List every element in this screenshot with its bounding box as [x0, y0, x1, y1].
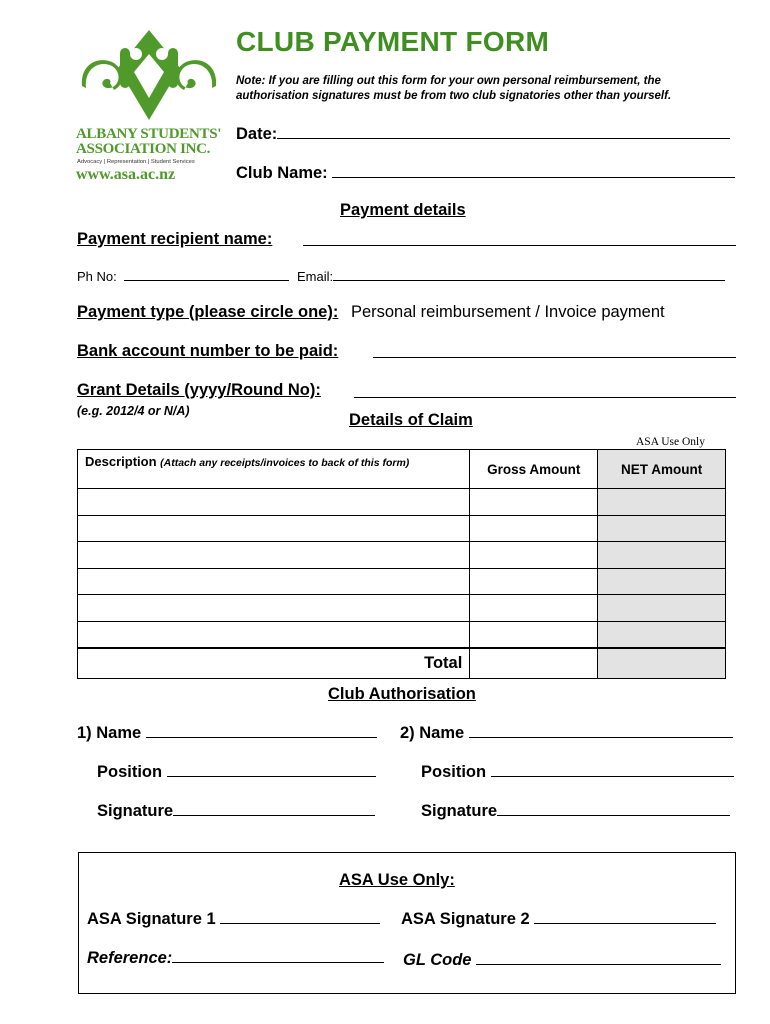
payment-type-row	[77, 303, 665, 322]
table-row	[78, 515, 726, 542]
logo-org-line1: ALBANY STUDENTS'	[76, 126, 222, 142]
club-name-row	[236, 164, 735, 183]
ph-field[interactable]	[124, 279, 289, 281]
gl-code-field[interactable]	[476, 963, 721, 965]
logo-tagline: Advocacy | Representation | Student Services	[77, 159, 195, 165]
net-cell[interactable]	[598, 542, 726, 569]
gross-amount-header: Gross Amount	[470, 450, 598, 489]
description-header	[78, 450, 470, 489]
total-row	[78, 648, 726, 679]
asa-sig2-field[interactable]	[534, 922, 716, 924]
email-label: Email:	[297, 269, 334, 284]
gross-cell[interactable]	[470, 489, 598, 516]
table-row	[78, 621, 726, 648]
net-cell[interactable]	[598, 595, 726, 622]
gross-cell[interactable]	[470, 595, 598, 622]
payment-type-options[interactable]: Personal reimbursement / Invoice payment	[350, 303, 665, 321]
payment-type-label: Payment type (please circle one):	[77, 303, 339, 321]
claim-header-row	[78, 450, 726, 489]
asa-use-only-note: ASA Use Only	[636, 436, 706, 448]
gross-cell[interactable]	[470, 542, 598, 569]
contact-row	[77, 269, 725, 284]
reference-row	[87, 949, 384, 968]
asa-logo	[76, 28, 222, 184]
position1-field[interactable]	[167, 775, 376, 777]
net-cell[interactable]	[598, 621, 726, 648]
name2-row	[400, 724, 733, 743]
logo-org-line2: ASSOCIATION INC.	[76, 141, 211, 157]
asa-sig2-row	[401, 910, 716, 929]
recipient-field[interactable]	[303, 244, 736, 246]
gl-code-label: GL Code	[403, 951, 472, 969]
name2-label: 2) Name	[400, 724, 465, 742]
net-total-cell[interactable]	[598, 648, 726, 679]
signature2-label: Signature	[421, 802, 498, 820]
signature1-field[interactable]	[173, 814, 375, 816]
bank-label: Bank account number to be paid:	[77, 342, 339, 360]
description-header-note: (Attach any receipts/invoices to back of this form)	[160, 457, 410, 469]
claim-heading: Details of Claim	[349, 411, 473, 429]
claim-table	[77, 449, 726, 679]
description-cell[interactable]	[78, 621, 470, 648]
description-cell[interactable]	[78, 489, 470, 516]
table-row	[78, 568, 726, 595]
net-cell[interactable]	[598, 568, 726, 595]
club-name-label: Club Name:	[236, 164, 328, 182]
total-label: Total	[78, 648, 470, 679]
table-row	[78, 595, 726, 622]
bank-field[interactable]	[373, 356, 736, 358]
net-cell[interactable]	[598, 515, 726, 542]
asa-emblem-icon	[76, 28, 222, 128]
signature2-field[interactable]	[497, 814, 730, 816]
description-cell[interactable]	[78, 595, 470, 622]
position1-row	[97, 763, 376, 782]
table-row	[78, 542, 726, 569]
grant-field[interactable]	[354, 396, 736, 398]
ph-label: Ph No:	[77, 269, 117, 284]
position2-row	[421, 763, 734, 782]
position2-label: Position	[421, 763, 487, 781]
reference-label: Reference:	[87, 949, 173, 967]
grant-example: (e.g. 2012/4 or N/A)	[77, 404, 190, 418]
recipient-label: Payment recipient name:	[77, 230, 273, 248]
gross-cell[interactable]	[470, 568, 598, 595]
payment-details-heading: Payment details	[340, 201, 466, 219]
asa-sig1-field[interactable]	[220, 922, 380, 924]
table-row	[78, 489, 726, 516]
position1-label: Position	[97, 763, 163, 781]
description-header-label: Description	[85, 454, 157, 469]
name1-label: 1) Name	[77, 724, 142, 742]
logo-url[interactable]: www.asa.ac.nz	[76, 166, 176, 183]
date-label: Date:	[236, 125, 278, 143]
signature2-row	[421, 802, 730, 821]
club-authorisation-heading: Club Authorisation	[328, 685, 476, 703]
name2-field[interactable]	[469, 736, 733, 738]
signature1-label: Signature	[97, 802, 174, 820]
email-field[interactable]	[333, 279, 725, 281]
gross-cell[interactable]	[470, 515, 598, 542]
reference-field[interactable]	[172, 961, 384, 963]
gross-cell[interactable]	[470, 621, 598, 648]
form-title: CLUB PAYMENT FORM	[236, 26, 550, 57]
net-cell[interactable]	[598, 489, 726, 516]
club-name-field[interactable]	[332, 176, 735, 178]
asa-sig1-row	[87, 910, 380, 929]
name1-field[interactable]	[146, 736, 377, 738]
description-cell[interactable]	[78, 515, 470, 542]
name1-row	[77, 724, 377, 743]
asa-sig1-label: ASA Signature 1	[87, 910, 216, 928]
signature1-row	[97, 802, 375, 821]
form-note: Note: If you are filling out this form for your own personal reimbursement, the authorisation signatures must be from two club signatories other than yourself.	[236, 75, 672, 102]
net-amount-header: NET Amount	[598, 450, 726, 489]
description-cell[interactable]	[78, 568, 470, 595]
asa-use-only-heading: ASA Use Only:	[339, 871, 455, 889]
date-row	[236, 125, 730, 144]
asa-sig2-label: ASA Signature 2	[401, 910, 530, 928]
gl-code-row	[403, 951, 721, 970]
description-cell[interactable]	[78, 542, 470, 569]
position2-field[interactable]	[491, 775, 734, 777]
date-field[interactable]	[277, 137, 730, 139]
gross-total-cell[interactable]	[470, 648, 598, 679]
grant-label: Grant Details (yyyy/Round No):	[77, 381, 321, 399]
